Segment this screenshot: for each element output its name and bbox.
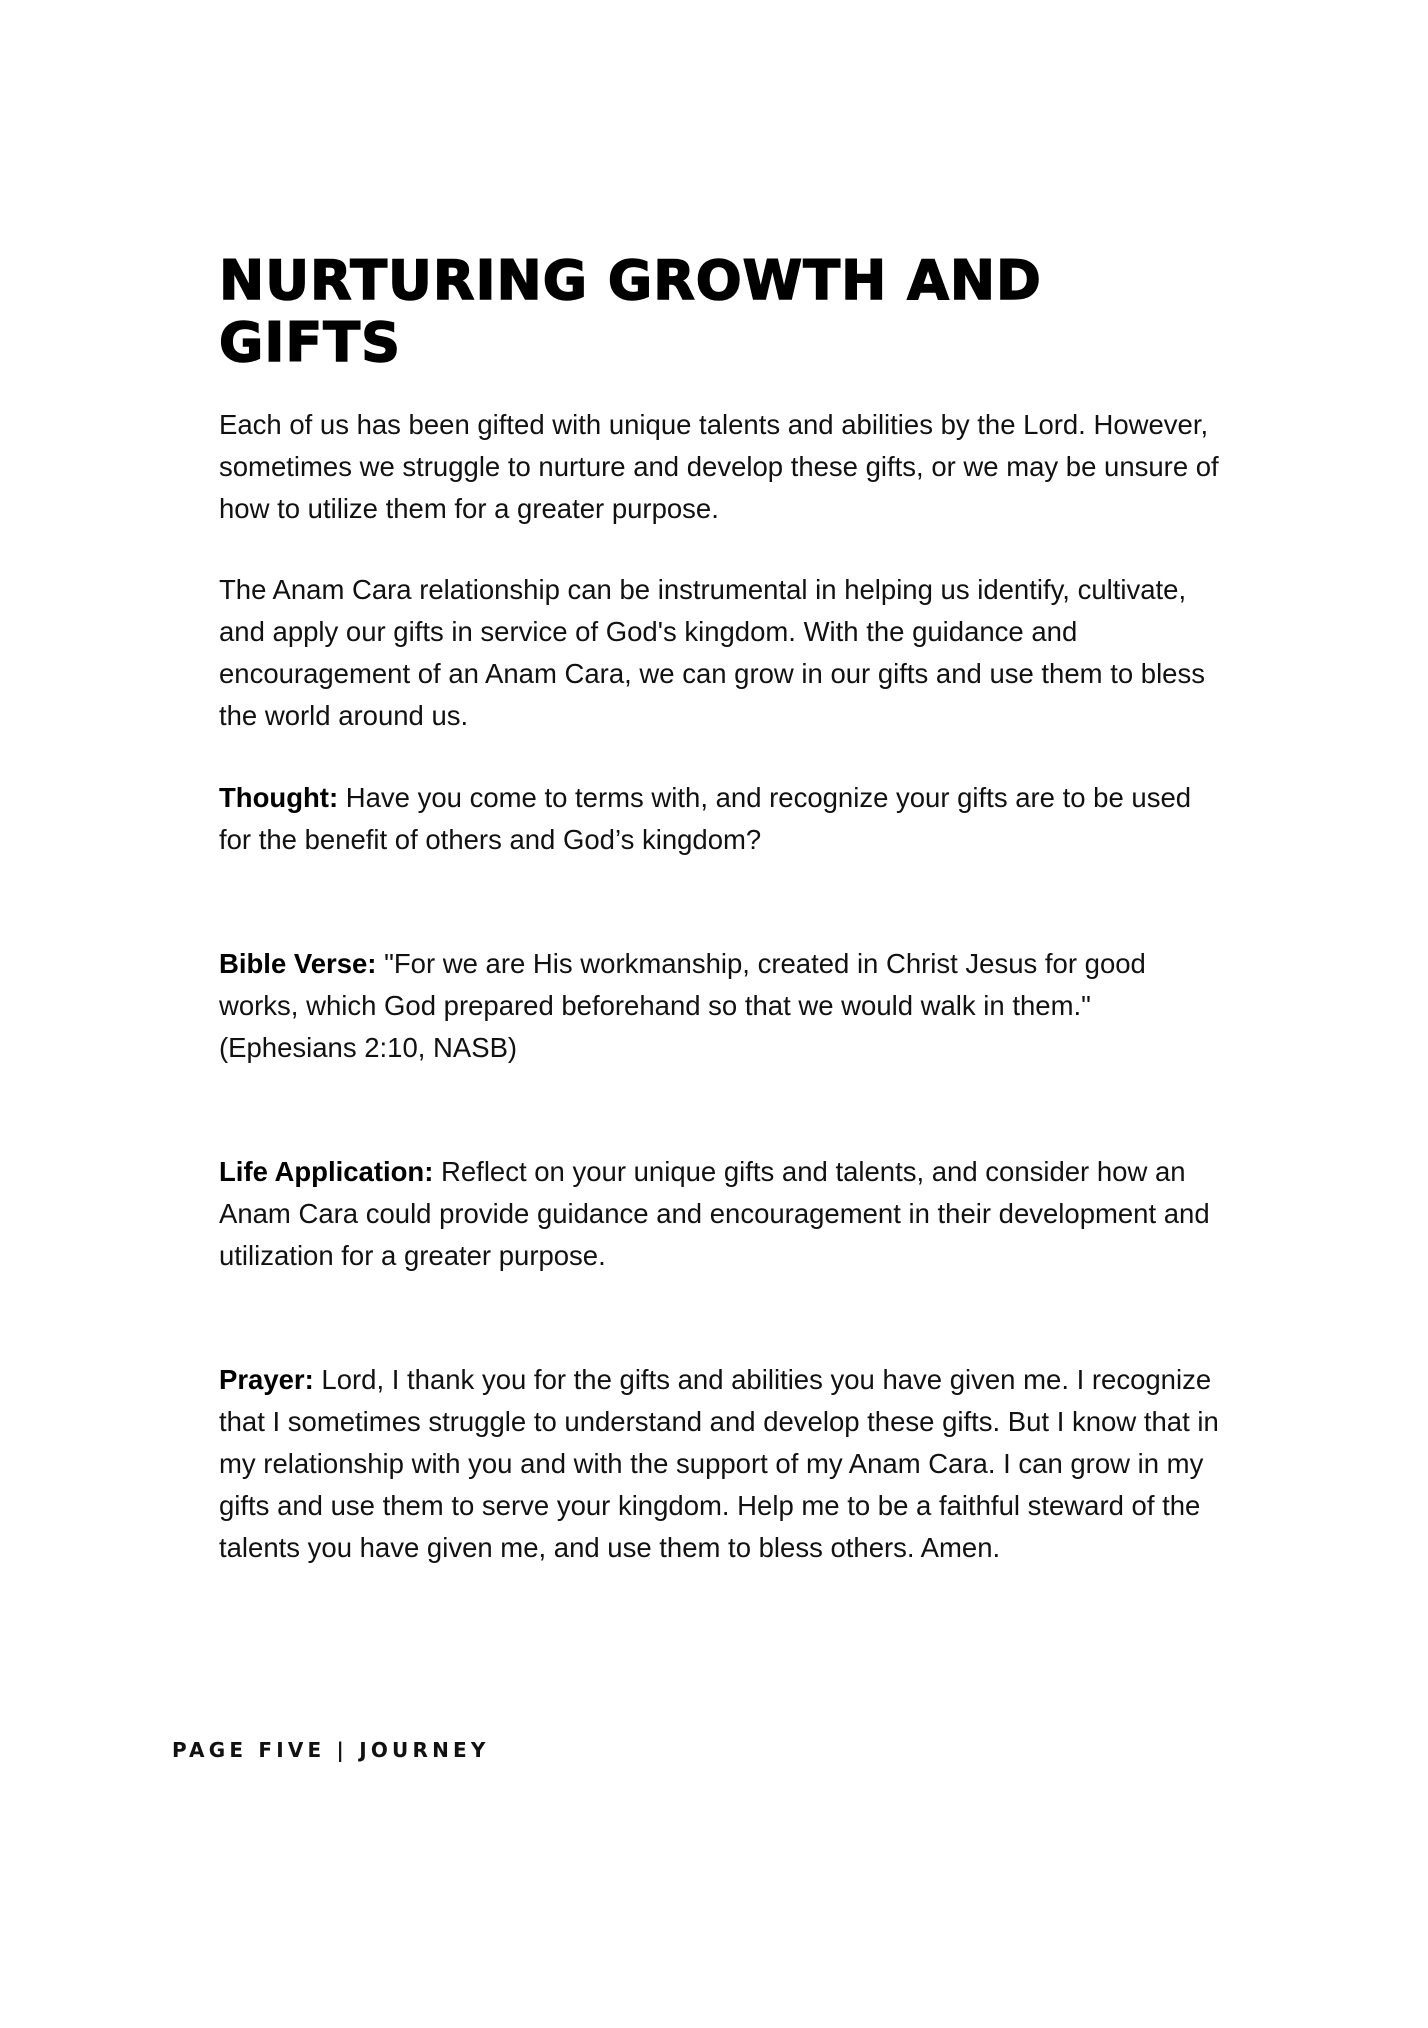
page-footer: PAGE FIVE | JOURNEY — [172, 1738, 490, 1762]
bible-verse-section — [219, 943, 1219, 1069]
page-title: NURTURING GROWTH AND GIFTS — [219, 249, 1042, 375]
prayer-section — [219, 1359, 1219, 1569]
bible-verse-text: "For we are His workmanship, created in Christ Jesus for good works, which God prepared beforehand so that we would walk in them." (Ephesians 2:10, NASB) — [219, 948, 1146, 1064]
bible-verse-label: Bible Verse: — [219, 948, 377, 980]
thought-section — [219, 777, 1219, 861]
life-application-label: Life Application: — [219, 1156, 434, 1188]
anam-cara-paragraph: The Anam Cara relationship can be instrumental in helping us identify, cultivate, and apply our gifts in service of God's kingdom. With the guidance and encouragement of an Anam Cara, we can grow in our gifts and use them to bless the world around us. — [219, 574, 1205, 732]
intro-paragraph: Each of us has been gifted with unique talents and abilities by the Lord. However, sometimes we struggle to nurture and develop these gifts, or we may be unsure of how to utilize them for a greater purpose. — [219, 409, 1219, 525]
life-application-section — [219, 1151, 1219, 1277]
thought-label: Thought: — [219, 782, 339, 814]
prayer-text: Lord, I thank you for the gifts and abilities you have given me. I recognize that I sometimes struggle to understand and develop these gifts. But I know that in my relationship with you and with the support of my Anam Cara. I can grow in my gifts and use them to serve your kingdom. Help me to be a faithful steward of the talents you have given me, and use them to bless others. Amen. — [219, 1364, 1219, 1564]
life-application-text: Reflect on your unique gifts and talents, and consider how an Anam Cara could provide guidance and encouragement in their development and utilization for a greater purpose. — [219, 1156, 1210, 1272]
thought-text: Have you come to terms with, and recognize your gifts are to be used for the benefit of others and God’s kingdom? — [219, 782, 1192, 856]
prayer-label: Prayer: — [219, 1364, 314, 1396]
page-content — [219, 250, 1219, 1569]
